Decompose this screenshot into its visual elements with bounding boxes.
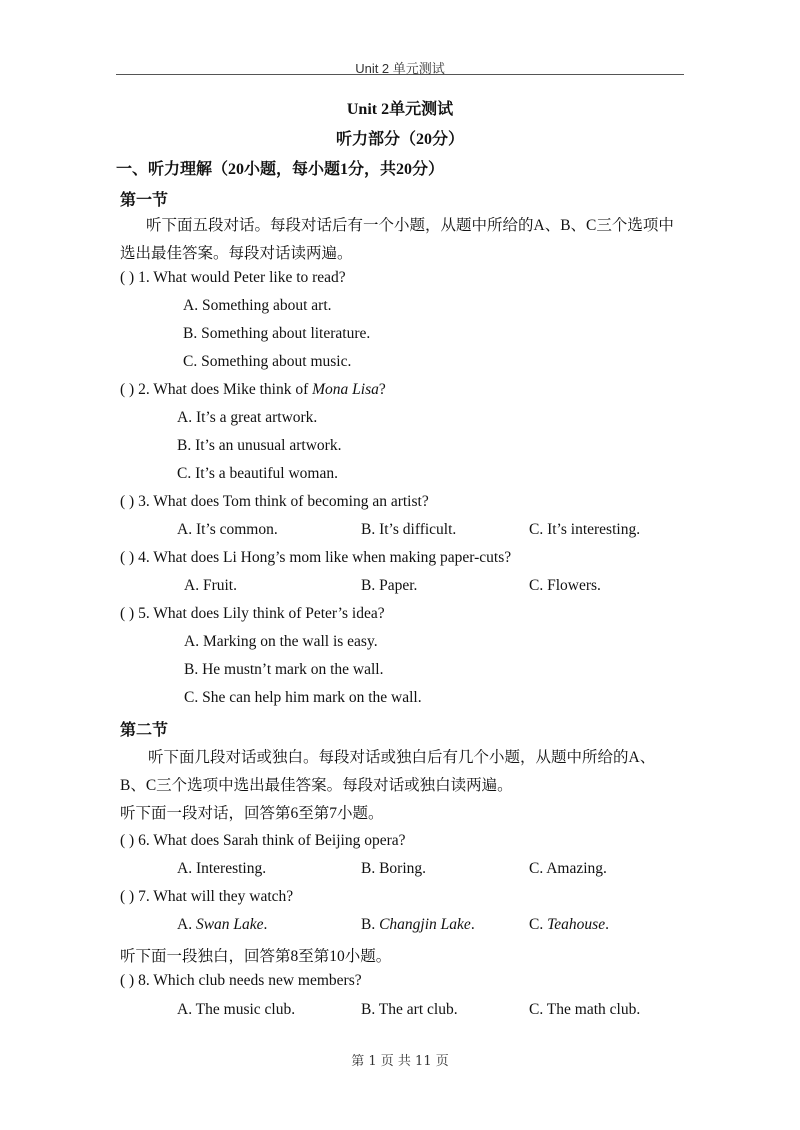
question-1: ( ) 1. What would Peter like to read? bbox=[120, 269, 346, 286]
monolog-note: 听下面一段独白，回答第8至第10小题。 bbox=[120, 948, 392, 965]
question-4-option-b: B. Paper. bbox=[361, 577, 418, 594]
question-2-italic-title: Mona Lisa bbox=[312, 381, 379, 398]
question-8-option-c: C. The math club. bbox=[529, 1001, 641, 1018]
question-4: ( ) 4. What does Li Hong’s mom like when making paper-cuts? bbox=[120, 549, 512, 566]
page-footer: 第 1 页 共 11 页 bbox=[351, 1054, 449, 1069]
option-suffix: . bbox=[470, 916, 475, 933]
option-prefix: C. bbox=[529, 916, 548, 933]
question-1-option-b: B. Something about literature. bbox=[183, 325, 371, 342]
page-subtitle: 听力部分（20分） bbox=[335, 131, 464, 148]
question-5-option-b: B. He mustn’t mark on the wall. bbox=[184, 661, 384, 678]
question-7-option-b bbox=[361, 916, 475, 934]
option-prefix: A. bbox=[177, 916, 196, 933]
part1-instruction-line2: 选出最佳答案。每段对话读两遍。 bbox=[120, 245, 353, 262]
question-8-option-b: B. The art club. bbox=[361, 1001, 458, 1018]
question-5: ( ) 5. What does Lily think of Peter’s idea? bbox=[120, 605, 385, 622]
question-1-option-c: C. Something about music. bbox=[183, 353, 352, 370]
question-4-option-c: C. Flowers. bbox=[529, 577, 601, 594]
page-title: Unit 2单元测试 bbox=[346, 101, 454, 118]
question-4-option-a: A. Fruit. bbox=[184, 577, 237, 594]
part2-heading: 第二节 bbox=[120, 722, 169, 739]
header-rule bbox=[116, 74, 684, 75]
question-6-option-b: B. Boring. bbox=[361, 860, 427, 877]
question-8-option-a: A. The music club. bbox=[177, 1001, 296, 1018]
option-suffix: . bbox=[605, 916, 609, 933]
section-heading: 一、听力理解（20小题，每小题1分，共20分） bbox=[116, 161, 445, 178]
page-header: Unit 2 单元测试 bbox=[355, 61, 445, 76]
question-2-prefix: ( ) 2. What does Mike think of bbox=[120, 381, 313, 398]
option-italic-title: Swan Lake bbox=[195, 916, 264, 933]
option-prefix: B. bbox=[361, 916, 380, 933]
question-6-option-a: A. Interesting. bbox=[177, 860, 267, 877]
question-2-option-a: A. It’s a great artwork. bbox=[177, 409, 318, 426]
question-1-option-a: A. Something about art. bbox=[183, 297, 332, 314]
option-italic-title: Changjin Lake bbox=[379, 916, 471, 933]
question-6-option-c: C. Amazing. bbox=[529, 860, 607, 877]
question-3-option-b: B. It’s difficult. bbox=[361, 521, 457, 538]
question-7-option-a bbox=[177, 916, 267, 934]
part1-heading: 第一节 bbox=[120, 192, 169, 209]
option-italic-title: Teahouse bbox=[547, 916, 606, 933]
question-3-option-c: C. It’s interesting. bbox=[529, 521, 641, 538]
question-8: ( ) 8. Which club needs new members? bbox=[120, 972, 362, 989]
question-3-option-a: A. It’s common. bbox=[177, 521, 278, 538]
question-3: ( ) 3. What does Tom think of becoming an artist? bbox=[120, 493, 429, 510]
part2-instruction-line2: B、C三个选项中选出最佳答案。每段对话或独白读两遍。 bbox=[120, 777, 513, 794]
question-2-option-c: C. It’s a beautiful woman. bbox=[177, 465, 338, 482]
question-5-option-c: C. She can help him mark on the wall. bbox=[184, 689, 422, 706]
part2-instruction-line1: 听下面几段对话或独白。每段对话或独白后有几个小题，从题中所给的A、 bbox=[148, 749, 656, 766]
question-5-option-a: A. Marking on the wall is easy. bbox=[184, 633, 378, 650]
option-suffix: . bbox=[263, 916, 268, 933]
dialog-note: 听下面一段对话，回答第6至第7小题。 bbox=[120, 805, 384, 822]
question-2-option-b: B. It’s an unusual artwork. bbox=[177, 437, 342, 454]
question-2-suffix: ? bbox=[378, 381, 386, 398]
question-7-option-c bbox=[529, 916, 609, 934]
question-2 bbox=[120, 381, 386, 399]
question-7: ( ) 7. What will they watch? bbox=[120, 888, 294, 905]
part1-instruction-line1: 听下面五段对话。每段对话后有一个小题，从题中所给的A、B、C三个选项中 bbox=[146, 217, 674, 234]
question-6: ( ) 6. What does Sarah think of Beijing opera? bbox=[120, 832, 406, 849]
